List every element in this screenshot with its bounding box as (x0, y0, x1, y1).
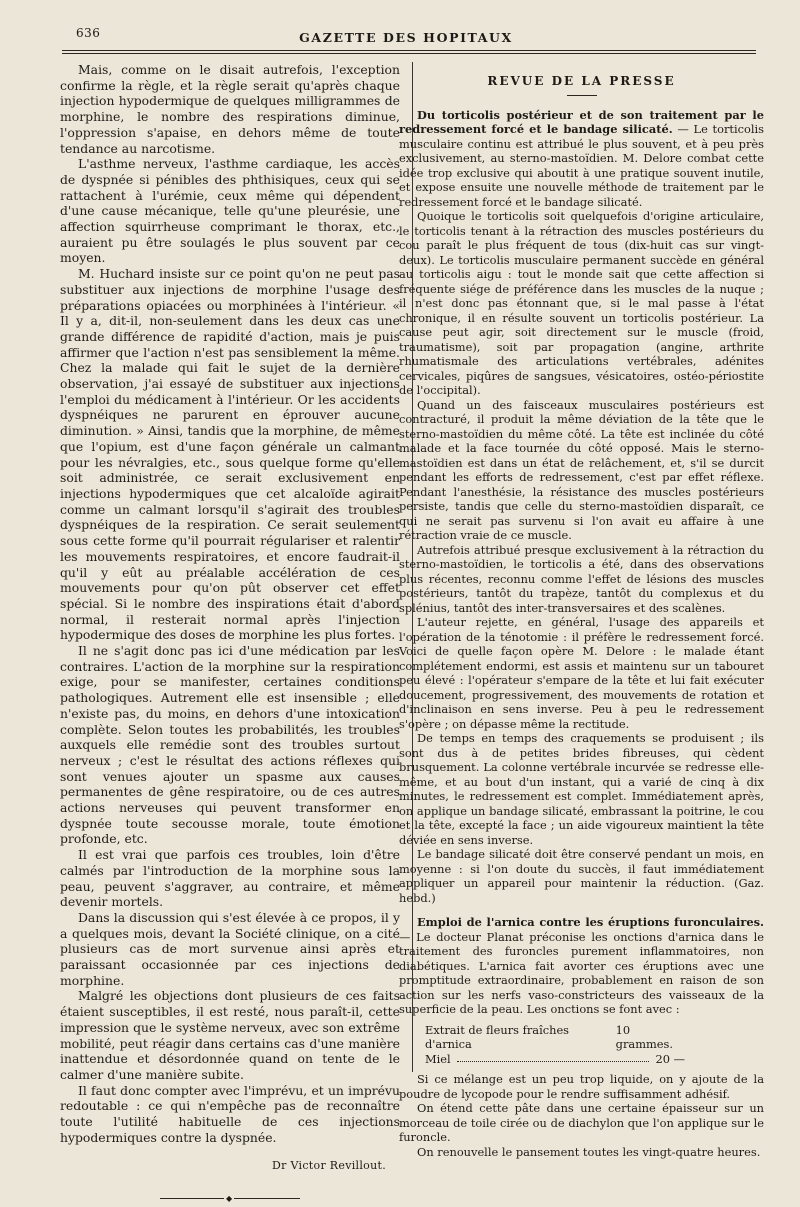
left-paragraph-7: Malgré les objections dont plusieurs de ces faits étaient susceptibles, il est resté, nous paraît-il, cette impression que le système nerveux, avec son extrême mobilité, peut réagir dans certains cas d'une manière inattendue et désordonnée quand on tente de le calmer d'une manière subite. (60, 988, 400, 1082)
recipe-ingredient: Miel (425, 1051, 451, 1066)
article-2-lead: — Le docteur Planat préconise les onctions d'arnica dans le traitement des furoncles purement inflammatoires, non diabétiques. L'arnica fait avorter ces éruptions avec une promptitude extraordinaire, probablement en raison de son action sur les nerfs vaso-constricteurs des vaisseaux de la superficie de la peau. Les onctions se font avec : (399, 929, 764, 1016)
article-1-paragraph-6: Le bandage silicaté doit être conservé pendant un mois, en moyenne : si l'on doute du succès, il faut immédiatement appliquer un appareil pour maintenir la réduction. (Gaz. hebd.) (399, 847, 764, 905)
left-paragraph-4: Il ne s'agit donc pas ici d'une médication par les contraires. L'action de la morphine sur la respiration exige, pour se manifester, certaines conditions pathologiques. Autrement elle est insensible ; elle n'existe pas, du moins, en dehors d'une intoxication complète. Selon toutes les probabilités, les troubles auxquels elle remédie sont des troubles surtout nerveux ; c'est le résultat des actions réflexes qui sont venues ajouter un spasme aux causes permanentes de gêne respiratoire, ou de ces autres actions nerveuses qui peuvent transformer en dyspnée toute secousse morale, toute émotion profonde, etc. (60, 643, 400, 847)
left-paragraph-6: Dans la discussion qui s'est élevée à ce propos, il y a quelques mois, devant la Société clinique, on a cité plusieurs cas de mort survenue ainsi après et paraissant occasionnée par ces injections de morphine. (60, 909, 400, 988)
page-header (60, 22, 752, 44)
article-2-paragraph-1: Si ce mélange est un peu trop liquide, on y ajoute de la poudre de lycopode pour le rendre suffisamment adhésif. (399, 1072, 764, 1101)
recipe-leader-dots (457, 1052, 650, 1063)
header-rule (62, 50, 756, 54)
right-column (399, 62, 764, 1159)
article-1-paragraph-5: De temps en temps des craquements se produisent ; ils sont dus à de petites brides fibreuses, qui cèdent brusquement. La colonne vertébrale incurvée se redresse elle-même, et au bout d'un instant, qui a varié de cinq à dix minutes, le redressement est complet. Immédiatement après, on applique un bandage silicaté, embrassant la poitrine, le cou et la tête, excepté la face ; un aide vigoureux maintient la tête déviée en sens inverse. (399, 731, 764, 847)
recipe-ingredient: Extrait de fleurs fraîches d'arnica (425, 1022, 570, 1051)
article-1-paragraph-1: Quoique le torticolis soit quelquefois d'origine articulaire, le torticolis tenant à la rétraction des muscles postérieurs du cou paraît le plus fréquent de tous (dix-huit cas sur vingt-deux). Le torticolis musculaire permanent succède en général au torticolis aigu : tout le monde sait que cette affection si fréquente siége de préférence dans les muscles de la nuque ; il n'est donc pas étonnant que, si le mal passe à l'état chronique, il en résulte souvent un torticolis postérieur. La cause peut agir, soit directement sur le muscle (froid, traumatisme), soit par propagation (angine, arthrite rhumatismale des articulations vertébrales, adénites cervicales, piqûres de sangsues, vésicatoires, ostéo-périostite de l'occipital). (399, 209, 764, 397)
section-rule (567, 95, 597, 96)
recipe-row (425, 1023, 685, 1052)
article-1-paragraph-3: Autrefois attribué presque exclusivement à la rétraction du sterno-mastoïdien, le torticolis a été, dans des observations plus récentes, reconnu comme l'effet de lésions des muscles postérieurs, tantôt du trapèze, tantôt du complexus et du splénius, tantôt des inter-transversaires et des scalènes. (399, 542, 764, 615)
recipe-table (425, 1023, 764, 1067)
recipe-quantity: 20 — (655, 1051, 685, 1066)
page-number: 636 (76, 26, 101, 40)
left-paragraph-2: L'asthme nerveux, l'asthme cardiaque, les accès de dyspnée si pénibles des phthisiques, ceux qui se rattachent à l'urémie, ceux même qui dépendent d'une cause mécanique, telle qu'une pleurésie, une affection squirrheuse comprimant le thorax, etc., auraient pu être soulagés le plus souvent par ce moyen. (60, 156, 400, 266)
article-1-paragraph-4: L'auteur rejette, en général, l'usage des appareils et l'opération de la ténotomie : il préfère le redressement forcé. Voici de quelle façon opère M. Delore : le malade étant complétement endormi, est assis et maintenu sur un tabouret peu élevé : l'opérateur s'empare de la tête et lui fait exécuter doucement, progressivement, des mouvements de rotation et d'inclinaison en sens inverse. Peu à peu le redressement s'opère ; on dépasse même la rectitude. (399, 615, 764, 731)
ornamental-rule (160, 1195, 300, 1201)
article-2-paragraph-2: On étend cette pâte dans une certaine épaisseur sur un morceau de toile cirée ou de diachylon que l'on applique sur le furoncle. (399, 1101, 764, 1144)
author-signature: Dr Victor Revillout. (272, 1158, 386, 1172)
article-1-intro (399, 108, 764, 210)
article-2-title: Emploi de l'arnica contre les éruptions furonculaires. (417, 915, 764, 929)
article-2-paragraph-3: On renouvelle le pansement toutes les vingt-quatre heures. (417, 1144, 761, 1159)
article-1-paragraph-2: Quand un des faisceaux musculaires postérieurs est contracturé, il produit la même déviation de la tête que le sterno-mastoïdien du même côté. La tête est inclinée du côté malade et la face tournée du côté opposé. Mais le sterno-mastoïdien est dans un état de relâchement, et, s'il se durcit pendant les efforts de redressement, c'est par effet réflexe. Pendant l'anesthésie, la résistance des muscles postérieurs persiste, tandis que celle du sterno-mastoïdien disparaît, ce qui ne serait pas survenu si l'on avait eu affaire à une rétraction vraie de ce muscle. (399, 397, 764, 542)
article-1-title: Du torticolis postérieur et de son traitement par le redressement forcé et le bandage silicaté. (399, 107, 764, 136)
article-1-lead: — Le torticolis musculaire continu est attribué le plus souvent, et à peu près exclusivement, au sterno-mastoïdien. M. Delore combat cette idée trop exclusive qui aboutit à une pratique souvent inutile, et expose ensuite une nouvelle méthode de traitement par le redressement forcé et le bandage silicaté. (399, 122, 764, 209)
section-title: REVUE DE LA PRESSE (487, 74, 676, 88)
left-paragraph-8: Il faut donc compter avec l'imprévu, et un imprévu redoutable : ce qui n'empêche pas de reconnaître toute l'utilité habituelle de ces injections hypodermiques contre la dyspnée. (60, 1082, 400, 1145)
journal-title: GAZETTE DES HOPITAUX (299, 30, 513, 45)
recipe-row (425, 1052, 685, 1067)
left-paragraph-1: Mais, comme on le disait autrefois, l'exception confirme la règle, et la règle serait qu'après chaque injection hypodermique de quelques milligrammes de morphine, le nombre des respirations diminue, l'oppression s'apaise, en dehors même de toute tendance au narcotisme. (60, 62, 400, 156)
left-paragraph-3: M. Huchard insiste sur ce point qu'on ne peut pas substituer aux injections de morphine l'usage des préparations opiacées ou morphinées à l'intérieur. « Il y a, dit-il, non-seulement dans les deux cas une grande différence de rapidité d'action, mais je puis affirmer que l'action n'est pas sensiblement la même. Chez la malade qui fait le sujet de la dernière observation, j'ai essayé de substituer aux injections l'emploi du médicament à l'intérieur. Or les accidents dyspnéiques ne parurent en éprouver aucune diminution. » Ainsi, tandis que la morphine, de même que l'opium, est d'une façon générale un calmant pour les névralgies, etc., sous quelque forme qu'elle soit administrée, ce serait exclusivement en injections hypodermiques que cet alcaloïde agirait comme un calmant lorsqu'il s'agirait des troubles dyspnéiques de la respiration. Ce serait seulement sous cette forme qu'il pourrait régulariser et ralentir les mouvements respiratoires, et encore faudrait-il qu'il y eût au préalable accélération de ces mouvements pour qu'on pût observer cet effet spécial. Si le nombre des inspirations était d'abord normal, il resterait normal après l'injection hypodermique des doses de morphine les plus fortes. (60, 266, 400, 643)
recipe-quantity: 10 grammes. (615, 1022, 674, 1051)
left-column (60, 62, 400, 1201)
left-paragraph-5: Il est vrai que parfois ces troubles, loin d'être calmés par l'introduction de la morphine sous la peau, peuvent s'aggraver, au contraire, et même devenir mortels. (60, 847, 400, 910)
article-2-intro (399, 915, 764, 1017)
